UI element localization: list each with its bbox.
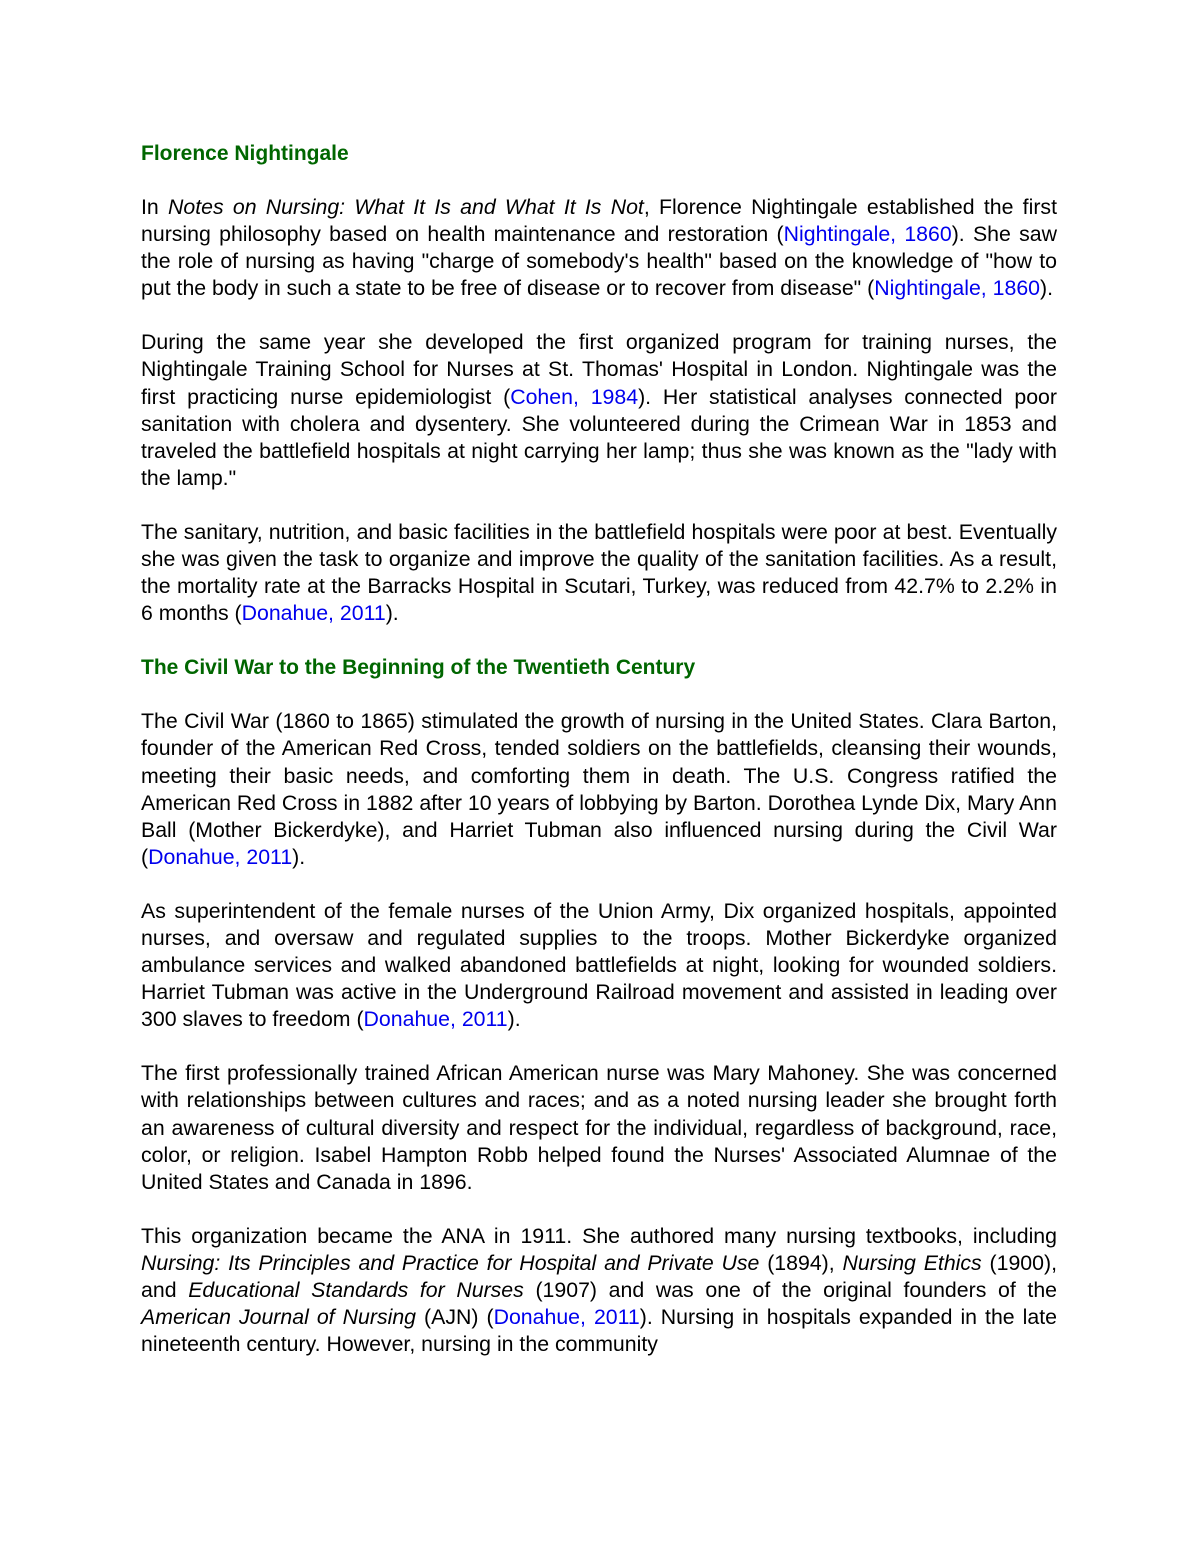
italic-title: Nursing Ethics [842, 1250, 982, 1275]
text-run: The first professionally trained African American nurse was Mary Mahoney. She was concerned with relationships between cultures and races; and as a noted nursing leader she brought forth an awareness of cultural diversity and respect for the individual, regardless of background, race, color, or religion. Isabel Hampton Robb helped found the Nurses' Associated Alumnae of the United States and Canada in 1896. [141, 1061, 1057, 1194]
citation-link[interactable]: Cohen, 1984 [510, 384, 639, 409]
citation-link[interactable]: Nightingale, 1860 [874, 276, 1041, 301]
text-run: (1900), and [141, 1250, 1057, 1302]
text-run: The Civil War (1860 to 1865) stimulated the growth of nursing in the United States. Clara Barton, founder of the American Red Cross, tended soldiers on the battlefields, cleansing their wounds, meeting their basic needs, and comforting them in death. The U.S. Congress ratified the American Red Cross in 1882 after 10 years of lobbying by Barton. Dorothea Lynde Dix, Mary Ann Ball (Mother Bickerdyke), and Harriet Tubman also influenced nursing during the Civil War ( [141, 709, 1057, 869]
text-run: ). [292, 844, 306, 869]
citation-link[interactable]: Nightingale, 1860 [783, 222, 952, 247]
body-paragraph [141, 1223, 1057, 1358]
text-run: ). Her statistical analyses connected poor sanitation with cholera and dysentery. She volunteered during the Crimean War in 1853 and traveled the battlefield hospitals at night carrying her lamp; thus she was known as the "lady with the lamp." [141, 384, 1057, 490]
italic-title: American Journal of Nursing [141, 1305, 417, 1330]
body-paragraph [141, 708, 1057, 871]
text-run: As superintendent of the female nurses of the Union Army, Dix organized hospitals, appointed nurses, and oversaw and regulated supplies to the troops. Mother Bickerdyke organized ambulance services and walked abandoned battlefields at night, looking for wounded soldiers. Harriet Tubman was active in the Underground Railroad movement and assisted in leading over 300 slaves to freedom ( [141, 898, 1057, 1032]
text-run: ). She saw the role of nursing as having "charge of somebody's health" based on the knowledge of "how to put the body in such a state to be free of disease or to recover from disease" ( [141, 222, 1057, 301]
text-run: In [141, 195, 168, 219]
citation-link[interactable]: Donahue, 2011 [363, 1007, 508, 1032]
section-heading: The Civil War to the Beginning of the Twentieth Century [141, 656, 696, 680]
body-paragraph [141, 1060, 1057, 1195]
italic-title: Educational Standards for Nurses [188, 1278, 524, 1302]
citation-link[interactable]: Donahue, 2011 [241, 601, 386, 626]
body-paragraph [141, 329, 1057, 492]
italic-title: Notes on Nursing: What It Is and What It Is Not [168, 195, 644, 219]
italic-title: Nursing: Its Principles and Practice for Hospital and Private Use [141, 1250, 760, 1275]
document-page [141, 140, 1057, 1385]
text-run: This organization became the ANA in 1911. She authored many nursing textbooks, including [141, 1223, 1057, 1248]
text-run: (1894), [759, 1250, 843, 1275]
text-run: The sanitary, nutrition, and basic facilities in the battlefield hospitals were poor at best. Eventually she was given the task to organize and improve the quality of the sanitation facilities. As a result, the mortality rate at the Barracks Hospital in Scutari, Turkey, was reduced from 42.7% to 2.2% in 6 months ( [141, 519, 1057, 626]
citation-link[interactable]: Donahue, 2011 [493, 1305, 640, 1330]
body-paragraph [141, 194, 1057, 302]
text-run: ). [385, 601, 399, 626]
text-run: ). Nursing in hospitals expanded in the late nineteenth century. However, nursing in the community [141, 1305, 1058, 1357]
text-run: (AJN) ( [416, 1305, 494, 1330]
text-run: (1907) and was one of the original founders of the [523, 1278, 1058, 1302]
body-paragraph [141, 898, 1057, 1033]
text-run: ). [1040, 276, 1054, 301]
citation-link[interactable]: Donahue, 2011 [148, 844, 293, 869]
text-run: ). [507, 1007, 521, 1032]
text-run: , Florence Nightingale established the first nursing philosophy based on health maintenance and restoration ( [141, 195, 1057, 247]
section-heading: Florence Nightingale [141, 142, 349, 165]
text-run: During the same year she developed the first organized program for training nurses, the Nightingale Training School for Nurses at St. Thomas' Hospital in London. Nightingale was the first practicing nurse epidemiologist ( [141, 330, 1057, 409]
body-paragraph [141, 519, 1057, 627]
